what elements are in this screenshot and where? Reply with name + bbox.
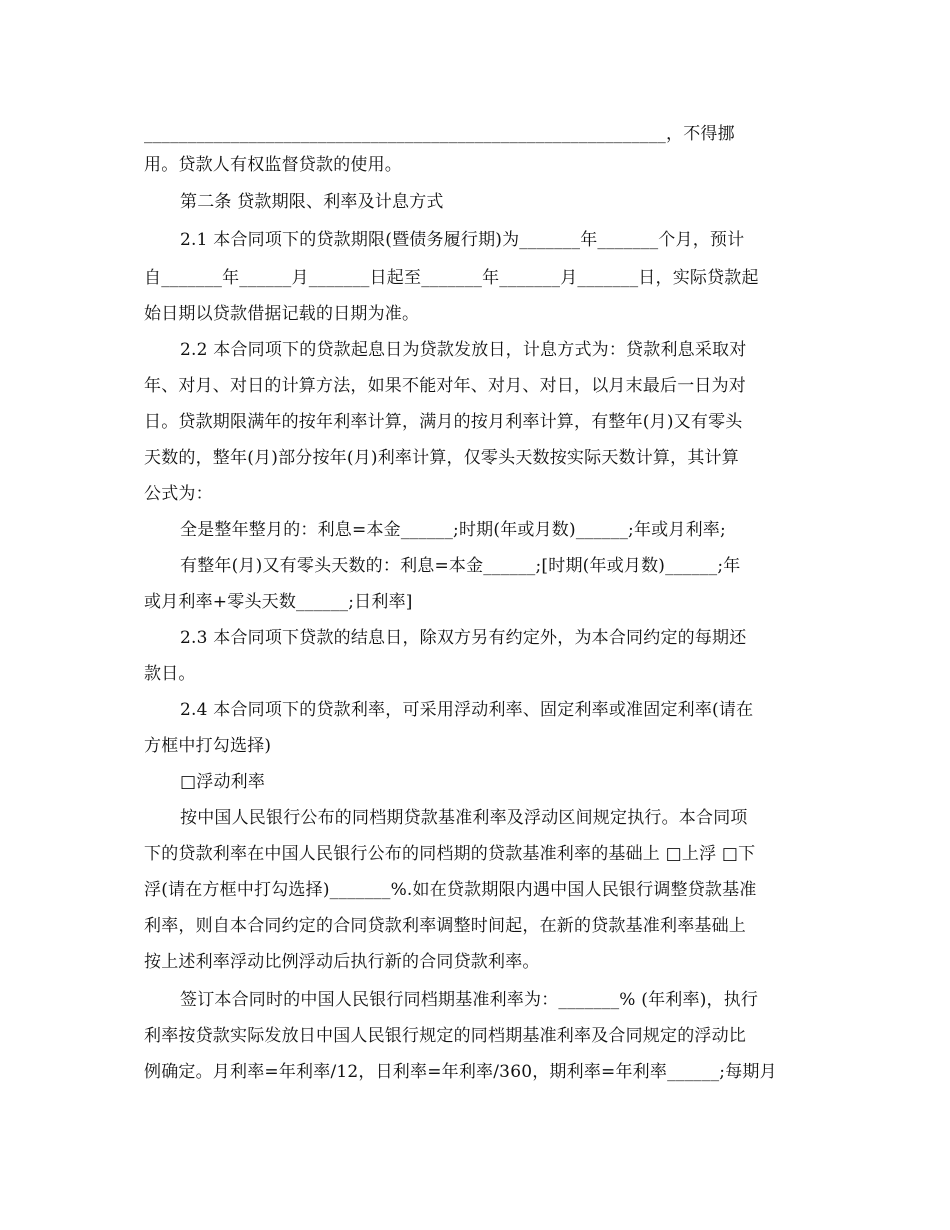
- heading-text: 第二条 贷款期限、利率及计息方式: [180, 192, 444, 212]
- formula-line: [0, 548, 950, 584]
- text-line: [0, 944, 950, 980]
- line-text: 浮(请在方框中打勾选择)_______%.如在贷款期限内遇中国人民银行调整贷款基准: [144, 880, 757, 900]
- line-text: 款日。: [144, 664, 196, 684]
- line-text: 方框中打勾选择): [144, 736, 272, 756]
- text-line: [0, 222, 950, 258]
- line-text: 利率按贷款实际发放日中国人民银行规定的同档期基准利率及合同规定的浮动比: [144, 1026, 746, 1046]
- line-text: 签订本合同时的中国人民银行同档期基准利率为：_______% (年利率)，执行: [180, 990, 759, 1010]
- text-line: [0, 1018, 950, 1054]
- line-text: 例确定。月利率=年利率/12，日利率=年利率/360，期利率=年利率______;每期月: [144, 1062, 777, 1082]
- line-text: 2.1 本合同项下的贷款期限(暨债务履行期)为_______年_______个月，预计: [180, 230, 745, 250]
- text-line: [0, 1054, 950, 1090]
- text-line: [0, 440, 950, 476]
- text-line: [0, 147, 950, 183]
- line-text: □浮动利率: [180, 772, 266, 792]
- text-line: [0, 404, 950, 440]
- text-line: [0, 656, 950, 692]
- line-text: ____________________________________________________________，不得挪: [144, 124, 735, 144]
- text-line: [0, 332, 950, 368]
- text-line: [0, 476, 950, 512]
- line-text: 2.3 本合同项下贷款的结息日，除双方另有约定外，为本合同约定的每期还: [180, 628, 747, 648]
- line-text: 下的贷款利率在中国人民银行公布的同档期的贷款基准利率的基础上 □上浮 □下: [144, 844, 756, 864]
- line-text: 日。贷款期限满年的按年利率计算，满月的按月利率计算，有整年(月)又有零头: [144, 412, 743, 432]
- line-text: 或月利率+零头天数______;日利率]: [144, 592, 413, 612]
- text-line: [0, 620, 950, 656]
- line-text: 公式为：: [144, 484, 213, 504]
- line-text: 按上述利率浮动比例浮动后执行新的合同贷款利率。: [144, 952, 540, 972]
- text-line: [0, 836, 950, 872]
- line-text: 2.4 本合同项下的贷款利率，可采用浮动利率、固定利率或准固定利率(请在: [180, 700, 754, 720]
- text-line: [0, 800, 950, 836]
- formula-line: [0, 584, 950, 620]
- line-text: 2.2 本合同项下的贷款起息日为贷款发放日，计息方式为：贷款利息采取对: [180, 340, 747, 360]
- section-heading: [0, 184, 950, 220]
- text-line: [0, 728, 950, 764]
- text-line: [0, 872, 950, 908]
- line-text: 按中国人民银行公布的同档期贷款基准利率及浮动区间规定执行。本合同项: [180, 808, 748, 828]
- line-text: 有整年(月)又有零头天数的：利息=本金______;[时期(年或月数)______;年: [180, 556, 741, 576]
- text-line: [0, 982, 950, 1018]
- checkbox-option-floating-rate: [0, 764, 950, 800]
- line-text: 利率，则自本合同约定的合同贷款利率调整时间起，在新的贷款基准利率基础上: [144, 916, 746, 936]
- text-line: [0, 296, 950, 332]
- text-line: [0, 368, 950, 404]
- line-text: 始日期以贷款借据记载的日期为准。: [144, 304, 420, 324]
- line-text: 用。贷款人有权监督贷款的使用。: [144, 155, 402, 175]
- formula-line: [0, 512, 950, 548]
- text-line: [0, 260, 950, 296]
- line-text: 天数的，整年(月)部分按年(月)利率计算，仅零头天数按实际天数计算，其计算: [144, 448, 739, 468]
- text-line: [0, 908, 950, 944]
- line-text: 全是整年整月的：利息=本金______;时期(年或月数)______;年或月利率;: [180, 520, 726, 540]
- line-text: 自_______年______月_______日起至_______年_______月_______日，实际贷款起: [144, 268, 759, 288]
- text-line: [0, 692, 950, 728]
- line-text: 年、对月、对日的计算方法，如果不能对年、对月、对日，以月末最后一日为对: [144, 376, 746, 396]
